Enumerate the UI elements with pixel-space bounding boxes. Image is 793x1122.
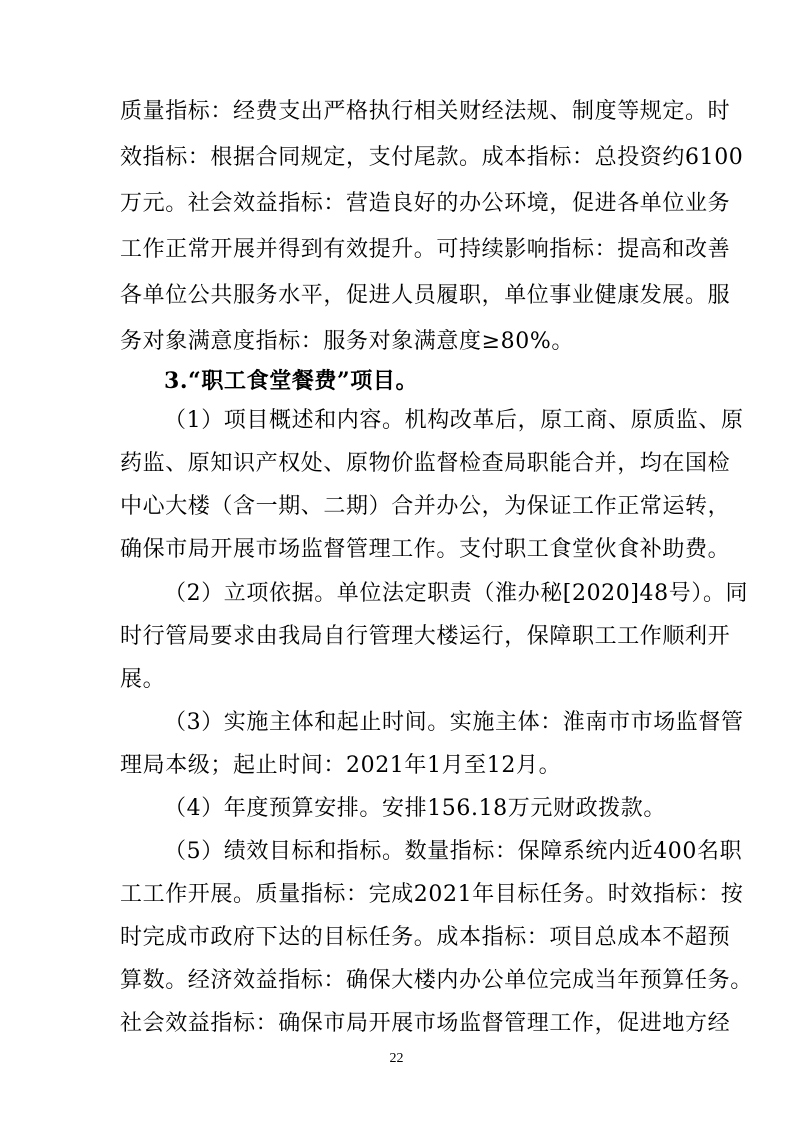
body-text-line: 务对象满意度指标：服务对象满意度≥80%。 [120,329,574,354]
body-text-line: 效指标：根据合同规定，支付尾款。成本指标：总投资约6100 [120,145,744,170]
paragraph-first-line: （1）项目概述和内容。机构改革后，原工商、原质监、原 [164,408,744,433]
page-number: 22 [389,1051,404,1066]
body-text-line: 展。 [120,667,166,692]
paragraph-first-line: （2）立项依据。单位法定职责（淮办秘[2020]48号）。同 [164,581,749,606]
section-heading: 3.“职工食堂餐费”项目。 [164,368,419,394]
body-text-line: 工工作开展。质量指标：完成2021年目标任务。时效指标：按 [120,882,744,907]
body-text-line: 时行管局要求由我局自行管理大楼运行，保障职工工作顺利开 [120,624,731,649]
body-text-line: 中心大楼（含一期、二期）合并办公，为保证工作正常运转， [120,494,731,519]
body-text-line: 时完成市政府下达的目标任务。成本指标：项目总成本不超预 [120,925,731,950]
body-text-line: 药监、原知识产权处、原物价监督检查局职能合并，均在国检 [120,451,731,476]
body-text-line: 算数。经济效益指标：确保大楼内办公单位完成当年预算任务。 [120,968,753,993]
body-text-line: 万元。社会效益指标：营造良好的办公环境，促进各单位业务 [120,191,731,216]
paragraph-first-line: （4）年度预算安排。安排156.18万元财政拨款。 [164,796,666,821]
body-text-line: 质量指标：经费支出严格执行相关财经法规、制度等规定。时 [120,99,731,124]
body-text-line: 各单位公共服务水平，促进人员履职，单位事业健康发展。服 [120,283,731,308]
body-text-line: 确保市局开展市场监督管理工作。支付职工食堂伙食补助费。 [120,537,731,562]
body-text-line: 工作正常开展并得到有效提升。可持续影响指标：提高和改善 [120,237,731,262]
body-text-line: 理局本级；起止时间：2021年1月至12月。 [120,753,562,778]
body-text-line: 社会效益指标：确保市局开展市场监督管理工作，促进地方经 [120,1011,731,1036]
paragraph-first-line: （3）实施主体和起止时间。实施主体：淮南市市场监督管 [164,710,744,735]
paragraph-first-line: （5）绩效目标和指标。数量指标：保障系统内近400名职 [164,839,743,864]
